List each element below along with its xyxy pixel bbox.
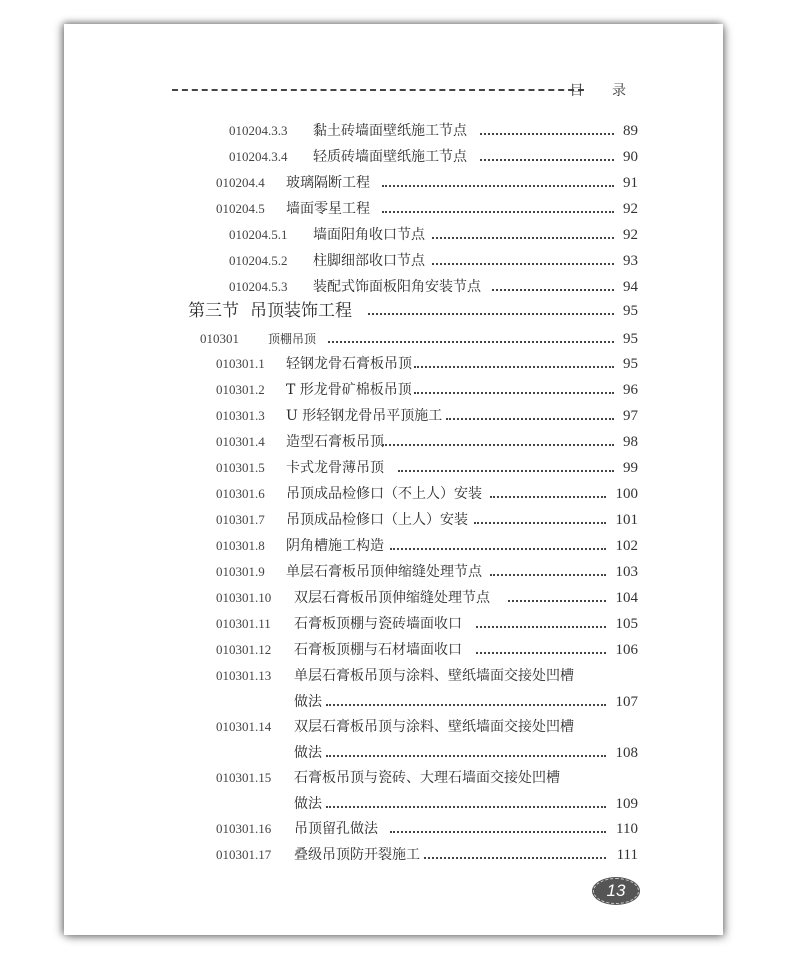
toc-entry-title: 单层石膏板吊顶与涂料、壁纸墙面交接处凹槽 [294,668,574,684]
toc-entry[interactable] [216,818,638,840]
toc-entry[interactable] [216,535,638,557]
toc-entry[interactable] [216,691,638,713]
toc-entry-number: 010301.7 [216,512,265,527]
dot-leader [326,755,606,757]
toc-entry-number: 010301.12 [216,642,272,657]
page-number-badge: 13 [593,878,639,904]
toc-entry-page: 101 [615,512,638,528]
dot-leader [490,574,606,576]
toc-entry[interactable] [216,613,638,635]
toc-entry-number: 010204.5.3 [229,279,288,294]
toc-entry-page: 109 [615,796,638,812]
toc-entry-title: 玻璃隔断工程 [286,175,370,191]
toc-entry[interactable] [216,742,638,764]
toc-entry-page: 91 [623,175,638,191]
toc-entry-title: 柱脚细部收口节点 [313,253,425,269]
toc-entry-title: 石膏板顶棚与瓷砖墙面收口 [294,616,462,632]
toc-entry-number: 010301.8 [216,538,265,553]
toc-entry-title: 吊顶留孔做法 [294,821,378,837]
toc-entry-title: 黏土砖墙面壁纸施工节点 [313,123,467,139]
toc-entry-title: 墙面阳角收口节点 [313,227,425,243]
toc-entry-number: 010301.11 [216,616,271,631]
toc-entry[interactable] [216,561,638,583]
dot-leader [382,211,614,213]
toc-entry-number: 010301.2 [216,382,265,397]
toc-entry[interactable] [216,353,638,375]
dot-leader [398,470,614,472]
toc-entry-title: 装配式饰面板阳角安装节点 [313,279,481,295]
dot-leader [326,704,606,706]
toc-entry[interactable] [229,276,638,298]
toc-entry-title: 阴角槽施工构造 [286,538,384,554]
toc-entry-number: 010301.13 [216,668,272,683]
toc-entry-page: 96 [623,382,638,398]
toc-entry-number: 010301.6 [216,486,265,501]
toc-entry[interactable] [229,120,638,142]
toc-entry-number: 010204.4 [216,175,265,190]
toc-entry-page: 94 [623,279,638,295]
toc-entry-title: 吊顶成品检修口（不上人）安装 [286,486,482,502]
toc-entry-number: 010301.10 [216,590,272,605]
toc-entry-page: 110 [616,821,638,837]
toc-entry-page: 95 [623,303,638,319]
toc-entry-page: 103 [615,564,638,580]
dot-leader [390,831,606,833]
dot-leader [492,289,614,291]
toc-entry-number: 010301.15 [216,770,272,785]
header-dashed-rule [172,89,584,91]
toc-entry-title: 顶棚吊顶 [268,332,317,346]
toc-entry-page: 107 [615,694,638,710]
toc-entry-number: 010301 [200,331,239,346]
toc-entry-page: 97 [623,408,638,424]
dot-leader [414,366,614,368]
dot-leader [414,392,614,394]
toc-entry-title: 单层石膏板吊顶伸缩缝处理节点 [286,564,482,580]
dot-leader [480,159,614,161]
dot-leader [474,522,606,524]
toc-entry[interactable] [188,300,638,322]
toc-entry-number: 010301.4 [216,434,265,449]
dot-leader [476,626,606,628]
toc-entry[interactable] [216,844,638,866]
toc-entry[interactable] [229,224,638,246]
toc-entry-title: 双层石膏板吊顶与涂料、壁纸墙面交接处凹槽 [294,719,574,735]
dot-leader [490,496,606,498]
dot-leader [508,600,606,602]
dot-leader [368,313,614,315]
toc-entry-number: 010301.14 [216,719,272,734]
toc-entry-title: T 形龙骨矿棉板吊顶 [286,382,412,398]
toc-entry[interactable] [216,405,638,427]
toc-entry-page: 108 [615,745,638,761]
dot-leader [328,341,614,343]
toc-entry-page: 100 [615,486,638,502]
dot-leader [382,185,614,187]
toc-entry[interactable] [216,483,638,505]
toc-entry-title: 叠级吊顶防开裂施工 [294,847,420,863]
toc-entry[interactable] [216,587,638,609]
toc-entry-title: 轻钢龙骨石膏板吊顶 [286,356,412,372]
toc-entry[interactable] [229,250,638,272]
toc-entry-title: 做法 [294,745,322,761]
toc-entry[interactable] [216,457,638,479]
toc-entry-title: 石膏板顶棚与石材墙面收口 [294,642,462,658]
toc-entry-title: 做法 [294,796,322,812]
toc-entry[interactable] [229,146,638,168]
toc-entry-page: 105 [615,616,638,632]
toc-entry[interactable] [216,716,638,738]
toc-entry-number: 010301.5 [216,460,265,475]
dot-leader [424,857,606,859]
dot-leader [432,237,614,239]
toc-entry[interactable] [216,379,638,401]
toc-entry-title: 双层石膏板吊顶伸缩缝处理节点 [294,590,490,606]
dot-leader [476,652,606,654]
toc-entry[interactable] [216,431,638,453]
toc-entry-title: U 形轻钢龙骨吊平顶施工 [286,408,443,424]
dot-leader [480,133,614,135]
toc-entry-title: 墙面零星工程 [286,201,370,217]
toc-entry-number: 010301.3 [216,408,265,423]
toc-entry-number: 010204.3.4 [229,149,288,164]
toc-entry-number: 010301.17 [216,847,272,862]
toc-entry[interactable] [216,767,638,789]
toc-entry-number: 010301.1 [216,356,265,371]
toc-entry[interactable] [216,639,638,661]
toc-entry[interactable] [216,172,638,194]
toc-entry-page: 92 [623,201,638,217]
toc-entry-title: 做法 [294,694,322,710]
header-title: 目 录 [569,83,638,99]
toc-entry[interactable] [216,509,638,531]
toc-entry-title: 石膏板吊顶与瓷砖、大理石墙面交接处凹槽 [294,770,560,786]
toc-entry-page: 106 [615,642,638,658]
toc-entry-title: 卡式龙骨薄吊顶 [286,460,384,476]
toc-entry-title: 吊顶成品检修口（上人）安装 [286,512,468,528]
dot-leader [326,806,606,808]
toc-entry-title: 轻质砖墙面壁纸施工节点 [313,149,467,165]
toc-entry-number: 010301.9 [216,564,265,579]
toc-entry-page: 93 [623,253,638,269]
toc-entry-number: 010204.5.2 [229,253,288,268]
toc-entry[interactable] [216,793,638,815]
toc-entry-page: 99 [623,460,638,476]
toc-entry-number: 010301.16 [216,821,272,836]
toc-entry-number: 第三节 [188,301,239,321]
dot-leader [446,418,614,420]
toc-entry[interactable] [216,198,638,220]
toc-entry[interactable] [216,665,638,687]
toc-entry-page: 111 [616,847,638,863]
dot-leader [390,548,606,550]
toc-entry-number: 010204.5.1 [229,227,288,242]
toc-entry-title: 吊顶装饰工程 [250,301,352,321]
toc-entry-title: 造型石膏板吊顶 [286,434,384,450]
toc-entry-page: 102 [615,538,638,554]
toc-entry-number: 010204.3.3 [229,123,288,138]
page-header [172,80,638,100]
toc-entry-page: 98 [623,434,638,450]
toc-entry-page: 90 [623,149,638,165]
dot-leader [382,444,614,446]
dot-leader [432,263,614,265]
toc-entry[interactable] [200,328,638,350]
toc-entry-page: 95 [623,331,638,347]
toc-entry-page: 89 [623,123,638,139]
toc-entry-page: 92 [623,227,638,243]
toc-entry-page: 95 [623,356,638,372]
toc-entry-page: 104 [615,590,638,606]
toc-entry-number: 010204.5 [216,201,265,216]
